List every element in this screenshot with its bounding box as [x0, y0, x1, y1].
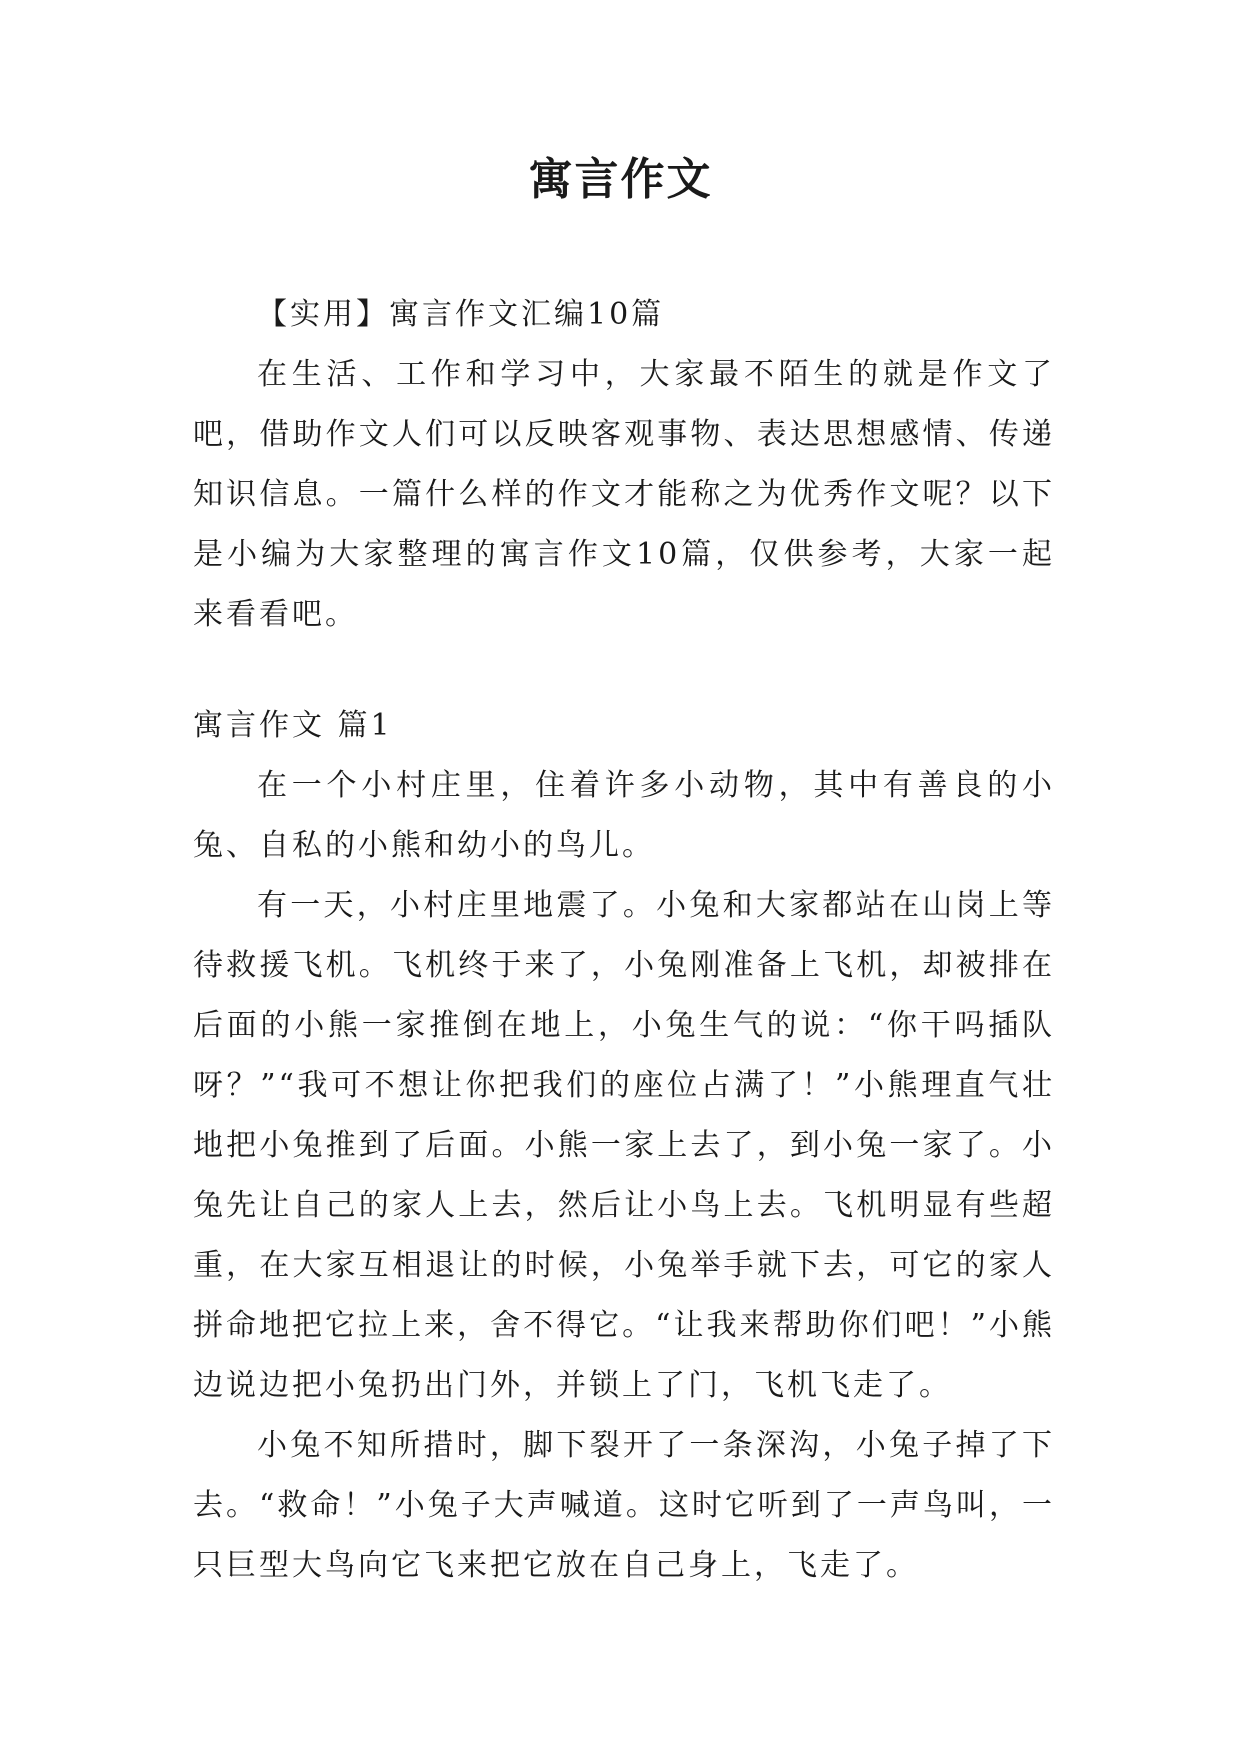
section-heading: 寓言作文 篇1 [193, 708, 393, 743]
lead-line: 【实用】寓言作文汇编10篇 [257, 297, 665, 332]
body-paragraph: 小兔不知所措时，脚下裂开了一条深沟，小兔子掉了下去。“救命！”小兔子大声喊道。这时它听到了一声鸟叫，一只巨型大鸟向它飞来把它放在自己身上，飞走了。 [193, 1428, 1055, 1583]
document-title: 寓言作文 [528, 154, 713, 205]
body-paragraph: 在一个小村庄里，住着许多小动物，其中有善良的小兔、自私的小熊和幼小的鸟儿。 [193, 768, 1055, 863]
body-paragraph: 有一天，小村庄里地震了。小兔和大家都站在山岗上等待救援飞机。飞机终于来了，小兔刚准备上飞机，却被排在后面的小熊一家推倒在地上，小兔生气的说：“你干吗插队呀？”“我可不想让你把我们的座位占满了！”小熊理直气壮地把小兔推到了后面。小熊一家上去了，到小兔一家了。小兔先让自己的家人上去，然后让小鸟上去。飞机明显有些超重，在大家互相退让的时候，小兔举手就下去，可它的家人拼命地把它拉上来，舍不得它。“让我来帮助你们吧！”小熊边说边把小兔扔出门外，并锁上了门，飞机飞走了。 [193, 888, 1055, 1403]
intro-paragraph: 在生活、工作和学习中，大家最不陌生的就是作文了吧，借助作文人们可以反映客观事物、表达思想感情、传递知识信息。一篇什么样的作文才能称之为优秀作文呢？以下是小编为大家整理的寓言作文10篇，仅供参考，大家一起来看看吧。 [193, 357, 1055, 632]
document-body [193, 285, 1055, 1596]
